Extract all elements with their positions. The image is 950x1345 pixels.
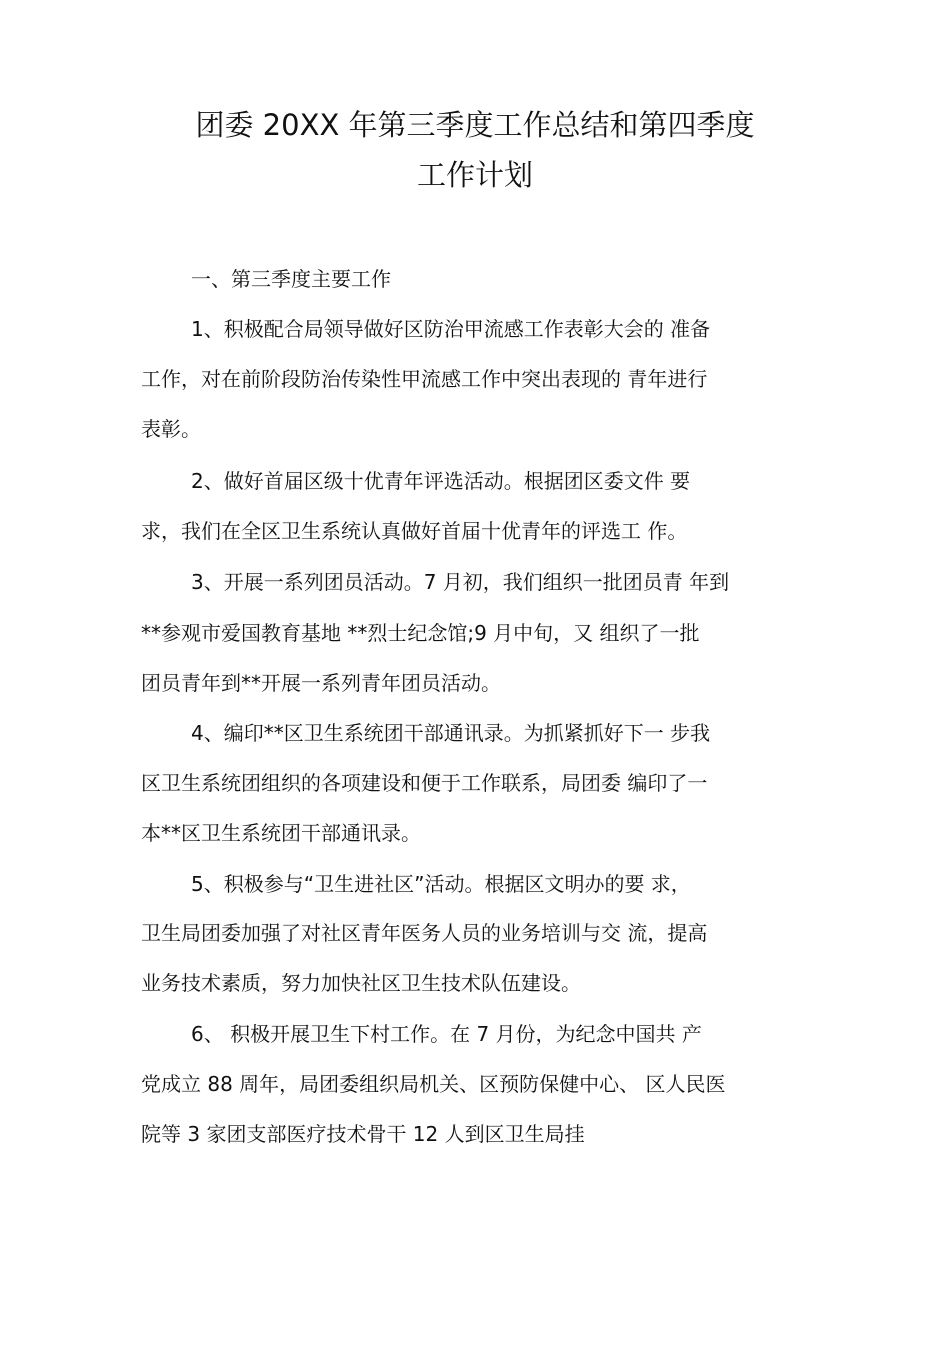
paragraph-line: 党成立 88 周年，局团委组织局机关、区预防保健中心、 区人民医	[141, 1072, 726, 1096]
paragraph-line: 2、做好首届区级十优青年评选活动。根据团区委文件 要	[191, 469, 691, 493]
paragraph-line: 团员青年到**开展一系列青年团员活动。	[141, 671, 501, 695]
paragraph-line: 院等 3 家团支部医疗技术骨干 12 人到区卫生局挂	[141, 1122, 585, 1146]
paragraph-line: 6、 积极开展卫生下村工作。在 7 月份，为纪念中国共 产	[191, 1022, 702, 1046]
paragraph-line: 本**区卫生系统团干部通讯录。	[141, 821, 421, 845]
paragraph-line: 表彰。	[141, 417, 201, 441]
paragraph-line: 卫生局团委加强了对社区青年医务人员的业务培训与交 流，提高	[141, 921, 708, 945]
document-title-line-1: 团委 20XX 年第三季度工作总结和第四季度	[195, 108, 755, 142]
paragraph-line: **参观市爱国教育基地 **烈士纪念馆;9 月中旬，又 组织了一批	[141, 621, 700, 645]
paragraph-line: 求，我们在全区卫生系统认真做好首届十优青年的评选工 作。	[141, 519, 688, 543]
paragraph-line: 4、编印**区卫生系统团干部通讯录。为抓紧抓好下一 步我	[191, 721, 711, 745]
paragraph-line: 1、积极配合局领导做好区防治甲流感工作表彰大会的 准备	[191, 317, 711, 341]
paragraph-line: 3、开展一系列团员活动。7 月初，我们组织一批团员青 年到	[191, 570, 730, 594]
paragraph-line: 5、积极参与“卫生进社区”活动。根据区文明办的要 求，	[191, 872, 691, 896]
paragraph-line: 区卫生系统团组织的各项建设和便于工作联系，局团委 编印了一	[141, 771, 708, 795]
section-heading: 一、第三季度主要工作	[191, 267, 391, 291]
paragraph-line: 工作，对在前阶段防治传染性甲流感工作中突出表现的 青年进行	[141, 367, 708, 391]
paragraph-line: 业务技术素质，努力加快社区卫生技术队伍建设。	[141, 971, 581, 995]
document-title-line-2: 工作计划	[416, 158, 533, 192]
